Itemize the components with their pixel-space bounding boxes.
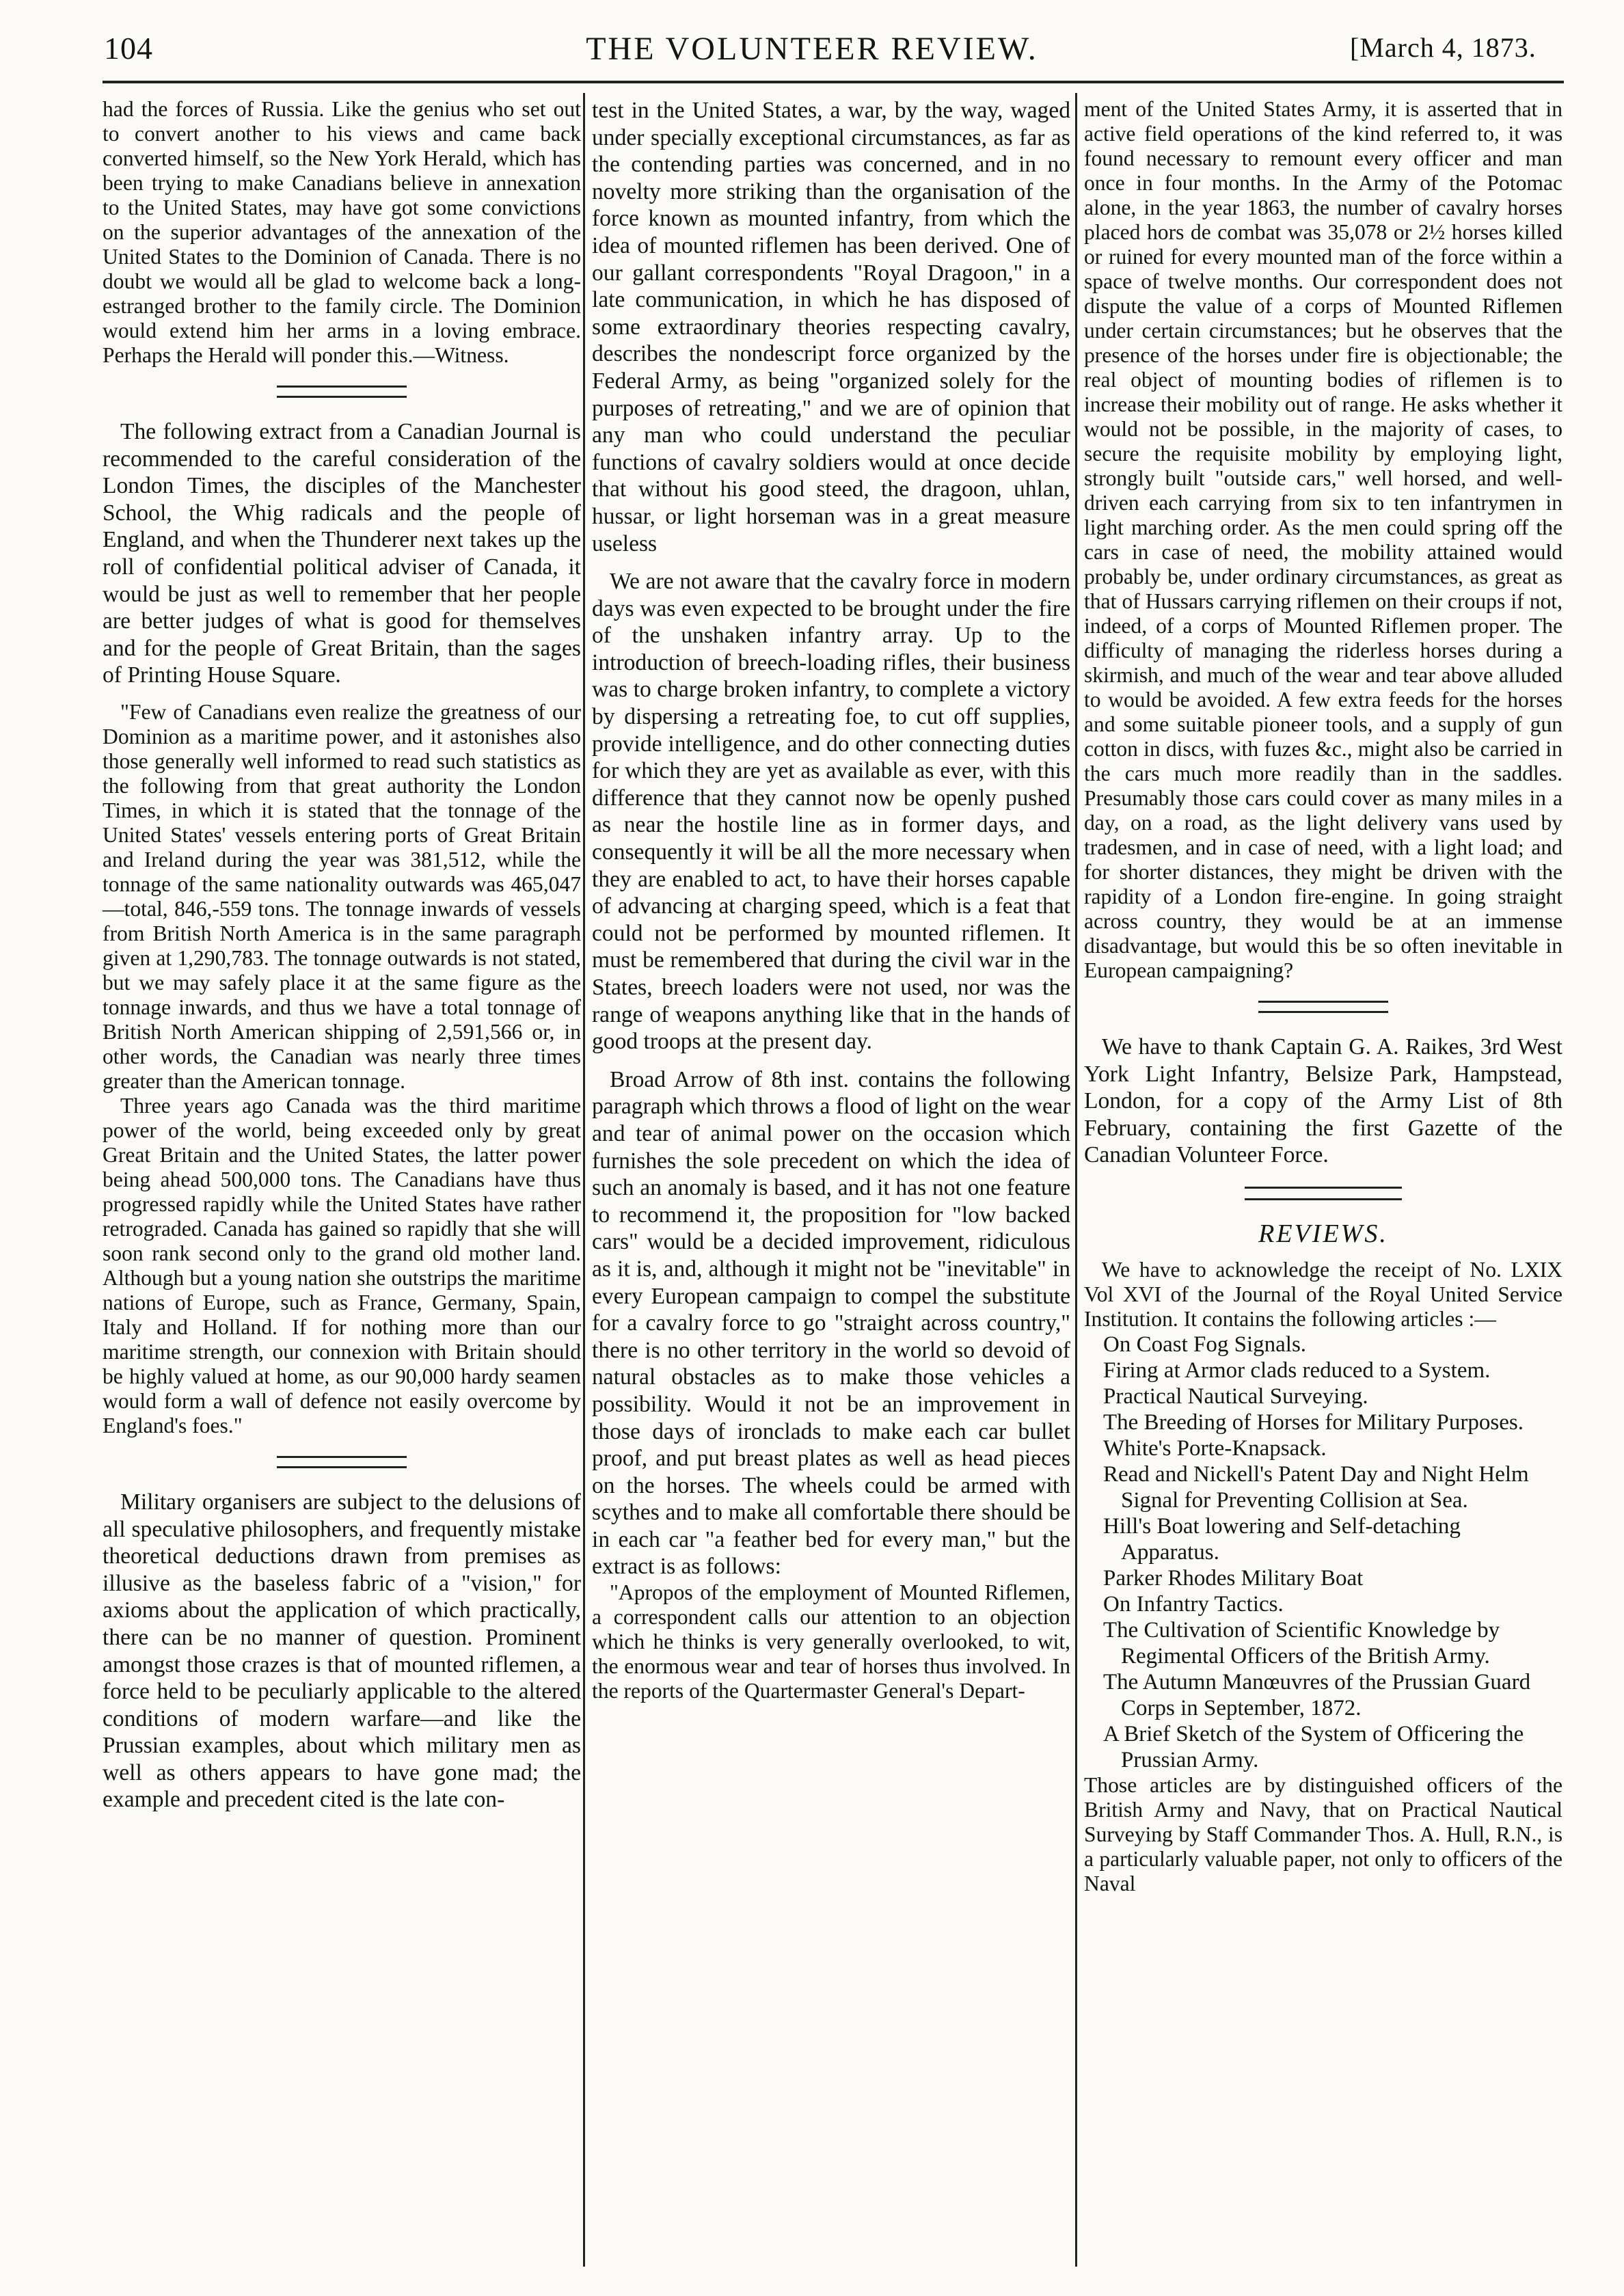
list-item: White's Porte-Knapsack. xyxy=(1103,1435,1327,1461)
column-3 xyxy=(1084,97,1562,1896)
publication-title: THE VOLUNTEER REVIEW. xyxy=(586,31,1038,67)
page-header xyxy=(0,0,1624,75)
quoted-paragraph: "Apropos of the employment of Mounted Riflemen, a correspondent calls our attention to an objection which he thinks is very generally overlooked, to wit, the enormous wear and tear of horses thus involved. In the reports of the Quartermaster General's Depart- xyxy=(592,1580,1070,1703)
article-list xyxy=(1103,1332,1562,1773)
section-divider xyxy=(277,386,407,398)
reviews-closing: Those articles are by distinguished officers of the British Army and Navy, that on Practical Nautical Surveying by Staff Commander Thos. A. Hull, R.N., is a particularly valuable paper, not only to officers of the Naval xyxy=(1084,1772,1562,1895)
list-item: A Brief Sketch of the System of Officering the Prussian Army. xyxy=(1103,1721,1524,1772)
list-item: Parker Rhodes Military Boat xyxy=(1103,1565,1364,1591)
article-paragraph: Broad Arrow of 8th inst. contains the following paragraph which throws a flood of light on the wear and tear of animal power on the occasion which furnishes the sole precedent on which the idea of such an anomaly is based, and it has not one feature to recommend it, the proposition for "low backed cars" would be a decided improvement, ridiculous as it is, and, although it might not be "inevitable" in every European campaign to compel the substitute for a cavalry force to go "straight across country," there is no other territory in the world so devoid of natural obstacles as to make those vehicles a possibility. Would it not be an improvement in those days of ironclads to make each car bullet proof, and put breast plates as well as head pieces on the horses. The wheels could be armed with scythes and to make all comfortable there should be in each car "a feather bed for every man," but the extract is as follows: xyxy=(592,1066,1070,1580)
column-1 xyxy=(103,97,581,1813)
list-item: The Breeding of Horses for Military Purposes. xyxy=(1103,1409,1524,1435)
page-number: 104 xyxy=(104,31,153,66)
reviews-heading: REVIEWS. xyxy=(1258,1219,1388,1248)
issue-date: [March 4, 1873. xyxy=(1350,32,1537,63)
quoted-paragraph: Three years ago Canada was the third maritime power of the world, being exceeded only by great Great Britain and the United States, the latter power being ahead 500,000 tons. The Canadians have thus progressed rapidly while the United States have rather retrograded. Canada has gained so rapidly that she will soon rank second only to the grand old mother land. Although but a young nation she outstrips the maritime nations of Europe, such as France, Germany, Spain, Italy and Holland. If for nothing more than our maritime strength, our connexion with Britain should be highly valued at home, as our 90,000 hardy seamen would form a wall of defence not easily overcome by England's foes." xyxy=(103,1093,581,1437)
article-paragraph: The following extract from a Canadian Journal is recommended to the careful consideration of the London Times, the disciples of the Manchester School, the Whig radicals and the people of England, and when the Thunderer next takes up the roll of confidential political adviser of Canada, it would be just as well to remember that her people are better judges of what is good for themselves and for the people of Great Britain, than the sages of Printing House Square. xyxy=(103,419,581,688)
list-item: The Cultivation of Scientific Knowledge by Regimental Officers of the British Army. xyxy=(1103,1617,1500,1669)
header-rule xyxy=(103,81,1564,83)
list-item: Hill's Boat lowering and Self-detaching Apparatus. xyxy=(1103,1513,1461,1565)
reviews-intro: We have to acknowledge the receipt of No. LXIX Vol XVI of the Journal of the Royal United Service Institution. It contains the following articles :— xyxy=(1084,1257,1562,1331)
column-divider xyxy=(1075,93,1077,2267)
column-divider xyxy=(583,93,585,2267)
article-paragraph: We have to thank Captain G. A. Raikes, 3rd West York Light Infantry, Belsize Park, Hampstead, London, for a copy of the Army List of 8th February, containing the first Gazette of the Canadian Volunteer Force. xyxy=(1084,1034,1562,1168)
column-2 xyxy=(592,97,1070,1703)
section-divider xyxy=(277,1456,407,1468)
list-item: Firing at Armor clads reduced to a System. xyxy=(1103,1358,1491,1383)
list-item: The Autumn Manœuvres of the Prussian Guard Corps in September, 1872. xyxy=(1103,1669,1531,1720)
list-item: Read and Nickell's Patent Day and Night Helm Signal for Preventing Collision at Sea. xyxy=(1103,1461,1529,1513)
article-paragraph: had the forces of Russia. Like the genius who set out to convert another to his views and came back converted himself, so the New York Herald, which has been trying to make Canadians believe in annexation to the United States, may have got some convictions on the superior advantages of the annexation of the United States to the Dominion of Canada. There is no doubt we would all be glad to welcome back a long-estranged brother to the family circle. The Dominion would extend him her arms in a loving embrace. Perhaps the Herald will ponder this.—Witness. xyxy=(103,97,581,367)
article-paragraph: We are not aware that the cavalry force in modern days was even expected to be brought under the fire of the unshaken infantry array. Up to the introduction of breech-loading rifles, their business was to charge broken infantry, to complete a victory by dispersing a retreating foe, to cut off supplies, provide intelligence, and do other connecting duties for which they are yet as available as ever, with this difference that they cannot now be openly pushed as near the hostile line as in former days, and consequently it will be all the more necessary when they are enabled to act, to have their horses capable of advancing at charging speed, which is a feat that could not be performed by mounted riflemen. It must be remembered that during the civil war in the States, breech loaders were not used, nor was the range of weapons anything like that in the hands of good troops at the present day. xyxy=(592,569,1070,1055)
article-paragraph: test in the United States, a war, by the way, waged under specially exceptional circumstances, as far as the contending parties was concerned, and in no novelty more striking than the organisation of the force known as mounted infantry, from which the idea of mounted riflemen has been derived. One of our gallant correspondents "Royal Dragoon," in a late communication, in which he has disposed of some extraordinary theories respecting cavalry, describes the nondescript force organized by the Federal Army, as being "organized solely for the purposes of retreating," and we are of opinion that any man who could understand the peculiar functions of cavalry soldiers would at once decide that without his good steed, the dragoon, uhlan, hussar, or light horseman was in a great measure useless xyxy=(592,98,1070,556)
article-paragraph: Military organisers are subject to the delusions of all speculative philosophers, and frequently mistake theoretical deductions drawn from premises as illusive as the baseless fabric of a "vision," for axioms about the application of which practically, there can be no manner of question. Prominent amongst those crazes is that of mounted riflemen, a force held to be peculiarly applicable to the altered conditions of modern warfare—and like the Prussian examples, about which military men as well as others appears to have gone mad; the example and precedent cited is the late con- xyxy=(103,1489,581,1813)
list-item: Practical Nautical Surveying. xyxy=(1103,1383,1368,1409)
list-item: On Coast Fog Signals. xyxy=(1103,1332,1307,1357)
section-divider xyxy=(1245,1187,1402,1200)
section-divider xyxy=(1258,1001,1388,1013)
list-item: On Infantry Tactics. xyxy=(1103,1591,1284,1617)
quoted-paragraph: ment of the United States Army, it is asserted that in active field operations of the kind referred to, it was found necessary to remount every officer and man once in four months. In the Army of the Potomac alone, in the year 1863, the number of cavalry horses placed hors de combat was 35,078 or 2½ horses killed or ruined for every mounted man of the force within a space of twelve months. Our correspondent does not dispute the value of a corps of Mounted Riflemen under certain circumstances; but he observes that the presence of the horses under fire is objectionable; the real object of mounting bodies of riflemen is to increase their mobility out of range. He asks whether it would not be possible, in the majority of cases, to secure the requisite mobility by employing light, strongly built "outside cars," well horsed, and well-driven each carrying from six to ten infantrymen in light marching order. As the men could spring off the cars in case of need, the mobility attained would probably be, under ordinary circumstances, as great as that of Hussars carrying riflemen on their croups if not, indeed, of a corps of Mounted Riflemen proper. The difficulty of managing the riderless horses during a skirmish, and much of the wear and tear above alluded to would be avoided. A few extra feeds for the horses and some suitable pioneer tools, and a supply of gun cotton in discs, with fuzes &c., might also be carried in the cars much more readily than in the saddles. Presumably those cars could cover as many miles in a day, on a road, as the light delivery vans used by tradesmen, and in case of need, with a light load; and for shorter distances, they might be driven with the rapidity of a London fire-engine. In going straight across country, they would be at an immense disadvantage, but would this be so often inevitable in European campaigning? xyxy=(1084,97,1562,982)
quoted-paragraph: "Few of Canadians even realize the greatness of our Dominion as a maritime power, and it astonishes also those generally well informed to read such statistics as the following from that great authority the London Times, in which it is stated that the tonnage of the United States' vessels entering ports of Great Britain and Ireland during the year was 381,512, while the tonnage of the same nationality outwards was 465,047—total, 846,-559 tons. The tonnage inwards of vessels from British North America is in the same paragraph given at 1,290,783. The tonnage outwards is not stated, but we may safely place it at the same figure as the tonnage inwards, and thus we have a total tonnage of British North American shipping of 2,591,566 or, in other words, the Canadian was nearly three times greater than the American tonnage. xyxy=(103,699,581,1093)
